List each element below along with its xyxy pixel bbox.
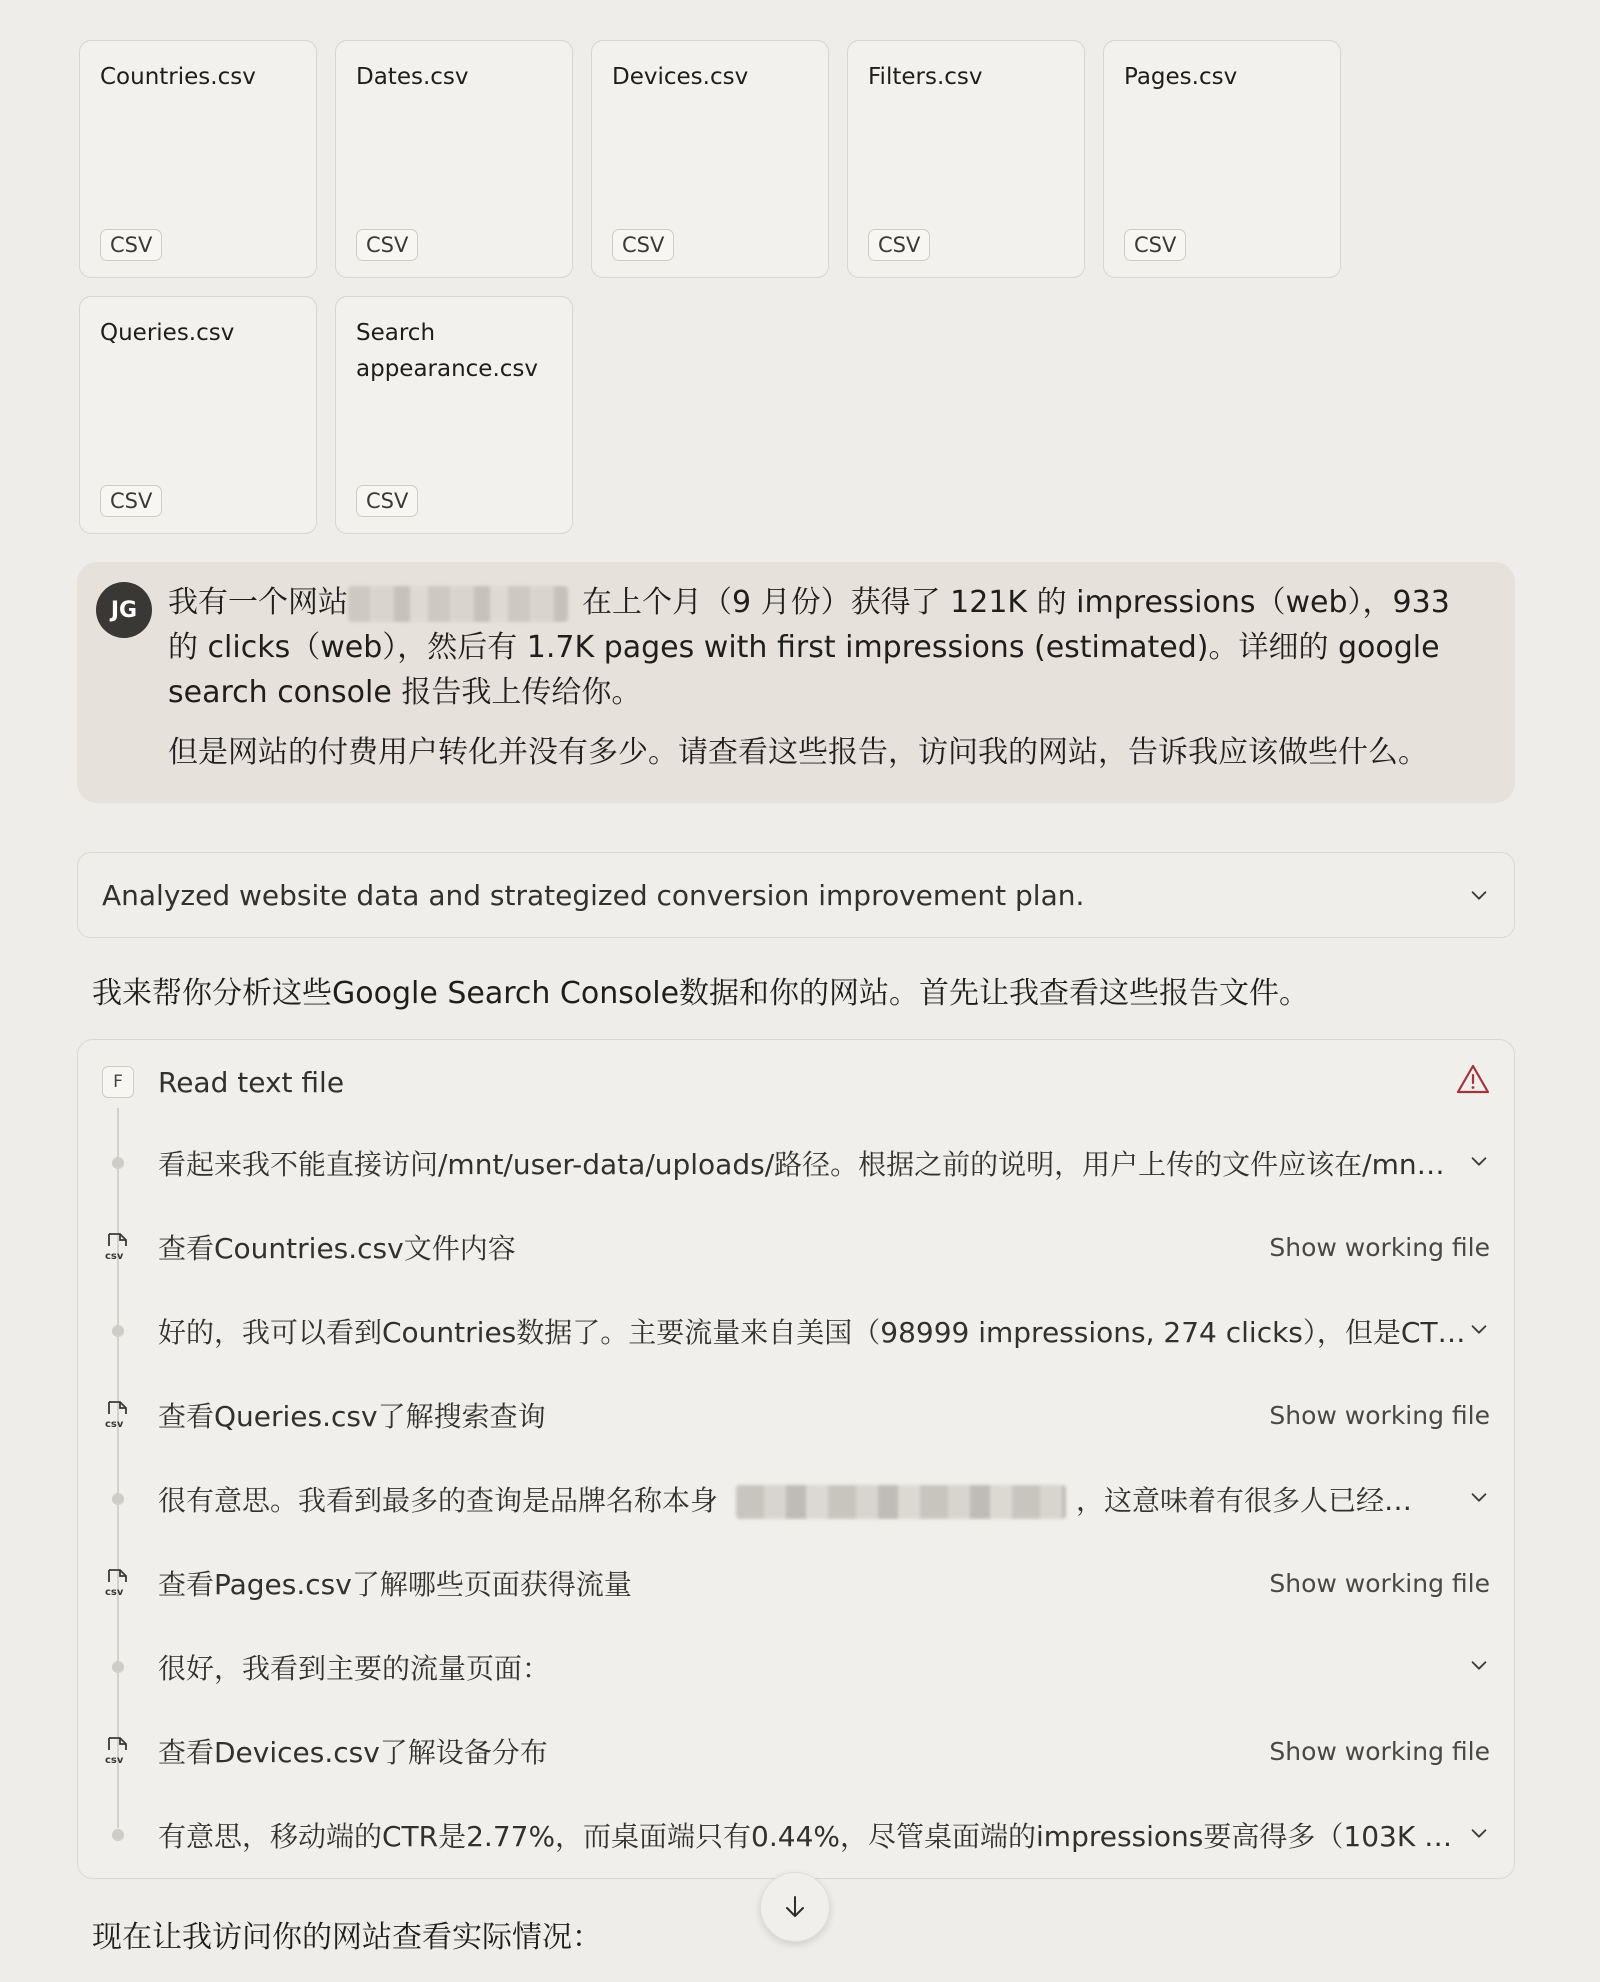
attachment-name: Queries.csv <box>100 320 235 346</box>
csv-file-icon <box>104 1400 132 1430</box>
step-note-text: 很好，我看到主要的流量页面： <box>158 1652 551 1685</box>
chevron-down-icon <box>1468 884 1490 906</box>
tool-header-title: Read text file <box>158 1065 345 1099</box>
user-message-text <box>168 580 1475 715</box>
step-file-text: 查看Queries.csv了解搜索查询 <box>158 1400 546 1433</box>
attachment-name: Devices.csv <box>612 64 749 90</box>
attachment-card-search-appearance[interactable] <box>335 296 573 534</box>
attachment-card-devices[interactable] <box>591 40 829 278</box>
attachment-type-badge: CSV <box>100 485 162 517</box>
chevron-down-icon <box>1468 1150 1490 1172</box>
file-tool-icon: F <box>102 1066 134 1098</box>
attachment-name: Pages.csv <box>1124 64 1238 90</box>
attachment-name: Dates.csv <box>356 64 469 90</box>
attachment-type-badge: CSV <box>356 485 418 517</box>
tool-activity-panel <box>77 1039 1515 1879</box>
timeline-dot <box>112 1493 124 1505</box>
attachment-type-badge: CSV <box>100 229 162 261</box>
attachment-card-filters[interactable] <box>847 40 1085 278</box>
assistant-intro: 我来帮你分析这些Google Search Console数据和你的网站。首先让我查看这些报告文件。 <box>92 976 1310 1011</box>
user-message-part1: 我有一个网站 <box>168 585 348 620</box>
attachment-type-badge: CSV <box>1124 229 1186 261</box>
assistant-next: 现在让我访问你的网站查看实际情况： <box>92 1920 602 1955</box>
step-note-text: 看起来我不能直接访问/mnt/user-data/uploads/路径。根据之前的说明，用户上传的文件应该在/mn… <box>158 1148 1445 1181</box>
step-note-text: 有意思，移动端的CTR是2.77%，而桌面端只有0.44%，尽管桌面端的impressions要高得多（103K … <box>158 1820 1453 1853</box>
svg-text:csv: csv <box>105 1755 124 1766</box>
timeline-dot <box>112 1325 124 1337</box>
scroll-to-bottom-button[interactable] <box>760 1872 830 1942</box>
warning-triangle-icon <box>1456 1064 1490 1100</box>
step-note-text: 好的，我可以看到Countries数据了。主要流量来自美国（98999 impressions, 274 clicks），但是CT… <box>158 1316 1466 1349</box>
step-note[interactable] <box>78 1805 1514 1865</box>
csv-file-icon <box>104 1736 132 1766</box>
user-message-part2: 在上个月（9 月份）获得了 121K 的 impressions（web），933 的 clicks（web），然后有 1.7K pages with first impressions (estimated)。详细的 google search console 报告我上传给你。 <box>168 585 1450 710</box>
attachment-type-badge: CSV <box>868 229 930 261</box>
svg-text:csv: csv <box>105 1419 124 1430</box>
svg-text:csv: csv <box>105 1251 124 1262</box>
attachment-name: Search appearance.csv <box>356 320 539 382</box>
step-file <box>78 1721 1514 1781</box>
attachment-type-badge: CSV <box>356 229 418 261</box>
step-file-text: 查看Countries.csv文件内容 <box>158 1232 516 1265</box>
user-message <box>77 562 1515 803</box>
step-file <box>78 1385 1514 1445</box>
chevron-down-icon <box>1468 1486 1490 1508</box>
timeline-dot <box>112 1661 124 1673</box>
attachment-type-badge: CSV <box>612 229 674 261</box>
attachment-card-dates[interactable] <box>335 40 573 278</box>
redacted-query <box>736 1485 1066 1519</box>
thinking-summary-text: Analyzed website data and strategized conversion improvement plan. <box>102 878 1085 912</box>
arrow-down-icon <box>781 1893 809 1921</box>
user-message-line2: 但是网站的付费用户转化并没有多少。请查看这些报告，访问我的网站，告诉我应该做些什么。 <box>168 735 1428 770</box>
timeline-dot <box>112 1829 124 1841</box>
timeline-line <box>117 1108 119 1828</box>
attachment-card-queries[interactable] <box>79 296 317 534</box>
chevron-down-icon <box>1468 1318 1490 1340</box>
show-working-file-button[interactable]: Show working file <box>1269 1400 1490 1430</box>
step-file <box>78 1553 1514 1613</box>
attachment-name: Countries.csv <box>100 64 256 90</box>
svg-text:csv: csv <box>105 1587 124 1598</box>
attachment-card-countries[interactable] <box>79 40 317 278</box>
csv-file-icon <box>104 1232 132 1262</box>
step-note-text-before: 很有意思。我看到最多的查询是品牌名称本身 <box>158 1484 719 1517</box>
show-working-file-button[interactable]: Show working file <box>1269 1232 1490 1262</box>
step-note[interactable] <box>78 1637 1514 1697</box>
tool-header[interactable] <box>78 1042 1514 1122</box>
step-note[interactable] <box>78 1133 1514 1193</box>
step-note-text-after: ，这意味着有很多人已经… <box>1076 1484 1413 1517</box>
chevron-down-icon <box>1468 1822 1490 1844</box>
attachment-name: Filters.csv <box>868 64 983 90</box>
show-working-file-button[interactable]: Show working file <box>1269 1568 1490 1598</box>
step-note[interactable] <box>78 1469 1514 1529</box>
show-working-file-button[interactable]: Show working file <box>1269 1736 1490 1766</box>
thinking-summary-toggle[interactable] <box>77 852 1515 938</box>
step-note[interactable] <box>78 1301 1514 1361</box>
step-file-text: 查看Pages.csv了解哪些页面获得流量 <box>158 1568 632 1601</box>
csv-file-icon <box>104 1568 132 1598</box>
avatar: JG <box>96 582 152 638</box>
step-note-text <box>158 1479 1412 1519</box>
step-file <box>78 1217 1514 1277</box>
timeline-dot <box>112 1157 124 1169</box>
redacted-url <box>348 586 568 622</box>
step-file-text: 查看Devices.csv了解设备分布 <box>158 1736 548 1769</box>
attachment-card-pages[interactable] <box>1103 40 1341 278</box>
chevron-down-icon <box>1468 1654 1490 1676</box>
